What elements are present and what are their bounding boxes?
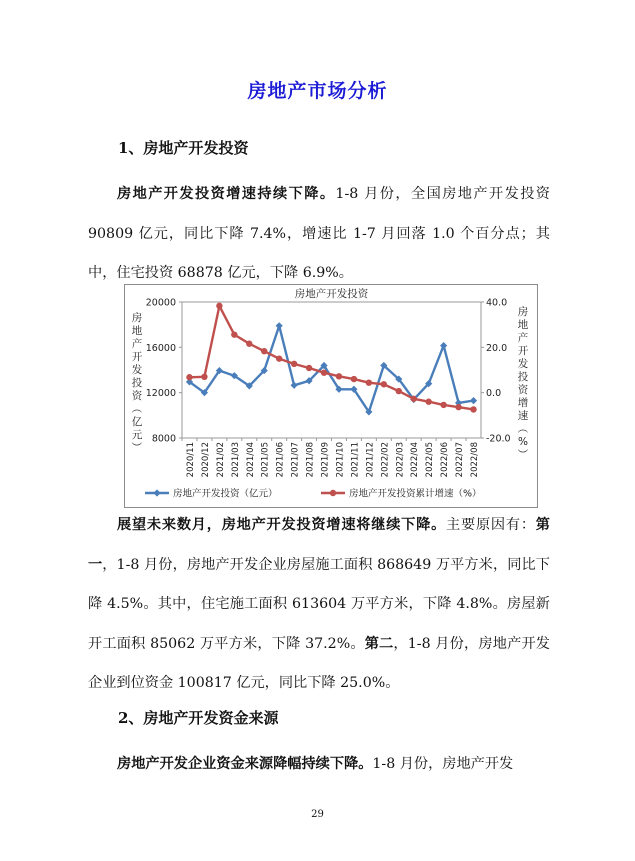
right-axis-label: 开 [517,345,529,357]
paragraph-body: 1-8 月份，房地产开发 [372,756,514,772]
right-axis-tick-label: 40.0 [486,297,508,309]
left-axis-label: 资 [131,390,143,402]
data-point-growth [366,379,372,385]
x-axis-tick-label: 2021/06 [275,442,286,478]
left-axis-label: 亿 [131,416,143,428]
x-axis-tick-label: 2022/02 [380,442,391,478]
paragraph-lead: 展望未来数月，房地产开发投资增速将继续下降。 [117,517,447,533]
left-axis-label: ） [130,441,142,453]
data-point-growth [231,331,237,337]
left-axis-label: 元 [131,429,143,441]
x-axis-tick-label: 2022/04 [410,442,421,478]
data-point-growth [336,373,342,379]
right-axis-label: ） [516,448,528,460]
data-point-growth [246,341,252,347]
left-axis-tick-label: 12000 [145,388,176,400]
right-axis-tick-label: -20.0 [486,433,511,445]
right-axis-label: 地 [517,319,529,331]
data-point-growth [455,404,461,410]
right-axis-label: 发 [517,358,529,370]
left-axis-label: 发 [131,364,143,376]
paragraph-funding [88,745,550,785]
second-reason-label: 第二 [364,635,394,652]
x-axis-tick-label: 2022/06 [440,442,451,478]
data-point-investment [440,342,447,349]
left-axis-label: （ [130,402,142,414]
section-heading-investment: 1、房地产开发投资 [118,139,249,157]
left-axis-label: 开 [131,351,143,363]
paragraph-outlook [88,506,550,704]
x-axis-tick-label: 2021/10 [335,442,346,478]
page-title: 房地产市场分析 [247,80,388,102]
right-axis-tick-label: 20.0 [486,342,508,354]
x-axis-tick-label: 2021/12 [365,442,376,478]
data-point-growth [381,381,387,387]
paragraph-body: 1-8 月份，全国房地产开发投资 90809 亿元，同比下降 7.4%，增速比 1-7 月回落 1.0 个百分点；其中，住宅投资 68878 亿元，下降 6.9%。 [88,186,550,281]
x-axis-tick-label: 2022/05 [425,442,436,478]
data-point-growth [186,374,192,380]
data-point-investment [276,322,283,329]
legend-label-growth: 房地产开发投资累计增速（%） [349,488,482,500]
x-axis-tick-label: 2021/04 [245,442,256,478]
right-axis-label: % [518,436,528,448]
paragraph-lead: 房地产开发投资增速持续下降。 [117,186,336,202]
x-axis-tick-label: 2022/08 [470,442,481,478]
right-axis-label: 房 [517,306,529,318]
x-axis-tick-label: 2020/11 [185,442,196,478]
x-axis-tick-label: 2021/08 [305,442,316,478]
left-axis-tick-label: 20000 [145,297,176,309]
data-point-investment [470,397,477,404]
left-axis-tick-label: 16000 [145,342,176,354]
x-axis-tick-label: 2021/03 [230,442,241,478]
right-axis-tick-label: 0.0 [486,388,502,400]
investment-chart [124,284,538,508]
data-point-growth [425,399,431,405]
right-axis-label: 产 [517,332,529,344]
x-axis-tick-label: 2021/05 [260,442,271,478]
paragraph-body: ，1-8 月份，房地产开发企业房屋施工面积 868649 万平方米，同比下降 4.5%。其中，住宅施工面积 613604 万平方米，下降 4.8%。房屋新开工面积 85062 万平方米，下降 37.2%。 [88,556,550,652]
data-point-growth [396,388,402,394]
right-axis-label: 资 [517,384,529,396]
data-point-growth [440,402,446,408]
investment-chart-svg [125,285,537,507]
paragraph-investment [88,175,550,294]
left-axis-label: 产 [131,338,143,350]
x-axis-tick-label: 2021/07 [290,442,301,478]
data-point-growth [276,355,282,361]
data-point-growth [201,374,207,380]
data-point-growth [470,406,476,412]
paragraph-body: 主要原因有： [446,517,536,533]
x-axis-tick-label: 2021/02 [215,442,226,478]
legend-marker-growth [330,490,336,496]
left-axis-label: 地 [131,325,143,337]
data-point-growth [216,303,222,309]
left-axis-label: 投 [131,377,143,389]
legend-marker-investment [153,489,160,496]
data-point-growth [291,361,297,367]
page-number: 29 [311,809,324,820]
x-axis-tick-label: 2022/03 [395,442,406,478]
paragraph-lead: 房地产开发企业资金来源降幅持续下降。 [117,756,373,772]
right-axis-label: 增 [517,397,529,409]
legend-label-investment: 房地产开发投资（亿元） [173,488,278,500]
data-point-growth [306,365,312,371]
left-axis-label: 房 [131,312,143,324]
x-axis-tick-label: 2021/09 [320,442,331,478]
x-axis-tick-label: 2021/11 [350,442,361,478]
series-line-2 [190,306,474,410]
data-point-growth [321,370,327,376]
paragraph-body: ，1-8 月份，房地产开发企业到位资金 100817 亿元，同比下降 25.0%。 [88,635,550,691]
right-axis-label: 速 [517,410,529,422]
data-point-growth [351,376,357,382]
right-axis-label: 投 [517,371,529,383]
right-axis-label: （ [516,422,528,434]
series-line-1 [190,326,474,412]
section-heading-funding: 2、房地产开发资金来源 [118,709,279,727]
left-axis-tick-label: 8000 [151,433,176,445]
chart-title: 房地产开发投资 [294,288,369,300]
data-point-growth [261,348,267,354]
first-reason-label: 第一 [88,517,550,573]
data-point-growth [411,396,417,402]
x-axis-tick-label: 2022/07 [455,442,466,478]
data-point-investment [291,382,298,389]
x-axis-tick-label: 2020/12 [200,442,211,478]
